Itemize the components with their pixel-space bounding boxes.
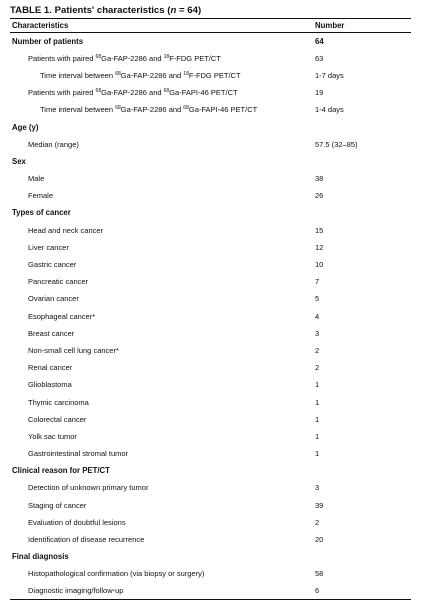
table-row (10, 565, 411, 582)
row-label: Female (28, 191, 54, 201)
table-section-row (10, 548, 411, 565)
row-label: Gastric cancer (28, 260, 77, 270)
table-row (10, 342, 411, 359)
row-value (313, 204, 411, 221)
row-label: Evaluation of doubtful lesions (28, 517, 126, 527)
row-value: 3 (315, 328, 320, 338)
table-row (10, 239, 411, 256)
row-label: Pancreatic cancer (28, 277, 89, 287)
row-label: Glioblastoma (28, 380, 72, 390)
row-value: 19 (315, 88, 324, 98)
table-row (10, 170, 411, 187)
table-row (10, 514, 411, 531)
row-label: Renal cancer (28, 363, 73, 373)
row-value: 38 (315, 174, 324, 184)
table-title-suffix: = 64) (176, 5, 202, 16)
row-value: 20 (315, 535, 324, 545)
row-value: 1-7 days (315, 70, 344, 80)
row-value (313, 548, 411, 565)
section-heading: Sex (12, 156, 26, 166)
row-value: 26 (315, 191, 324, 201)
row-label: Histopathological confirmation (via biopsy or surgery) (28, 569, 205, 579)
patients-characteristics-table (10, 18, 411, 600)
row-label: Time interval between $^{68}$Ga-FAP-2286 and $^{68}$Ga-FAPI-46 PET/CT (40, 105, 258, 115)
table-row (10, 101, 411, 118)
table-row (10, 50, 411, 67)
patients-table-container (10, 0, 411, 600)
row-label: Male (28, 174, 45, 184)
row-value: 1 (315, 414, 320, 424)
table-row (10, 428, 411, 445)
row-label: Liver cancer (28, 242, 69, 252)
table-title-prefix: TABLE 1. Patients' characteristics ( (10, 5, 171, 16)
row-label: Head and neck cancer (28, 225, 104, 235)
row-value: 7 (315, 277, 320, 287)
table-row (10, 256, 411, 273)
table-row (10, 308, 411, 325)
row-value (313, 153, 411, 170)
row-value: 15 (315, 225, 324, 235)
row-label: Patients with paired $^{68}$Ga-FAP-2286 and $^{68}$Ga-FAPI-46 PET/CT (28, 88, 238, 98)
table-row (10, 290, 411, 307)
row-value: 39 (315, 500, 324, 510)
row-value: 1 (315, 397, 320, 407)
header-number: Number (313, 19, 411, 33)
table-title (10, 3, 411, 18)
table-row (10, 497, 411, 514)
row-label: Identification of disease recurrence (28, 535, 145, 545)
row-label: Gastrointestinal stromal tumor (28, 449, 129, 459)
row-value: 2 (315, 345, 320, 355)
table-section-row (10, 33, 411, 50)
row-label: Patients with paired $^{68}$Ga-FAP-2286 and $^{18}$F-FDG PET/CT (28, 53, 221, 63)
table-row (10, 359, 411, 376)
table-section-row (10, 118, 411, 135)
row-label: Breast cancer (28, 328, 75, 338)
row-value: 63 (315, 53, 324, 63)
table-row (10, 187, 411, 204)
table-row (10, 273, 411, 290)
table-title-n: n (170, 5, 177, 16)
row-value: 2 (315, 517, 320, 527)
row-value: 12 (315, 242, 324, 252)
row-value: 10 (315, 260, 324, 270)
row-value: 64 (315, 36, 324, 46)
table-section-row (10, 462, 411, 479)
row-value: 58 (315, 569, 324, 579)
row-value: 2 (315, 363, 320, 373)
row-value: 1 (315, 380, 320, 390)
table-row (10, 583, 411, 600)
section-heading: Clinical reason for PET/CT (12, 466, 110, 476)
row-value: 4 (315, 311, 320, 321)
row-label: Time interval between $^{68}$Ga-FAP-2286 and $^{18}$F-FDG PET/CT (40, 70, 241, 80)
table-body (10, 33, 411, 600)
table-section-row (10, 204, 411, 221)
row-label: Staging of cancer (28, 500, 87, 510)
table-row (10, 393, 411, 410)
row-value: 3 (315, 483, 320, 493)
row-label: Detection of unknown primary tumor (28, 483, 149, 493)
row-label: Thymic carcinoma (28, 397, 89, 407)
row-label: Diagnostic imaging/follow-up (10, 583, 313, 600)
row-value (313, 462, 411, 479)
row-value: 1 (315, 449, 320, 459)
table-row (10, 84, 411, 101)
table-header-row (10, 19, 411, 33)
section-heading: Final diagnosis (12, 552, 69, 562)
table-row (10, 136, 411, 153)
table-row (10, 411, 411, 428)
row-value: 5 (315, 294, 320, 304)
table-row (10, 445, 411, 462)
table-section-row (10, 153, 411, 170)
section-heading: Age (y) (12, 122, 39, 132)
row-label: Ovarian cancer (28, 294, 79, 304)
table-row (10, 479, 411, 496)
header-characteristics: Characteristics (10, 19, 313, 33)
row-label: Non-small cell lung cancer* (28, 345, 119, 355)
table-row (10, 531, 411, 548)
section-heading: Types of cancer (12, 208, 71, 218)
row-label: Esophageal cancer* (28, 311, 96, 321)
table-row (10, 67, 411, 84)
row-label: Median (range) (28, 139, 79, 149)
section-heading: Number of patients (12, 36, 84, 46)
row-label: Yolk sac tumor (28, 431, 77, 441)
table-row (10, 325, 411, 342)
row-value: 6 (313, 583, 411, 600)
table-row (10, 222, 411, 239)
row-value: 57.5 (32–85) (315, 139, 358, 149)
row-value: 1 (315, 431, 320, 441)
row-value (313, 118, 411, 135)
row-label: Colorectal cancer (28, 414, 87, 424)
row-value: 1-4 days (315, 105, 344, 115)
table-row (10, 376, 411, 393)
